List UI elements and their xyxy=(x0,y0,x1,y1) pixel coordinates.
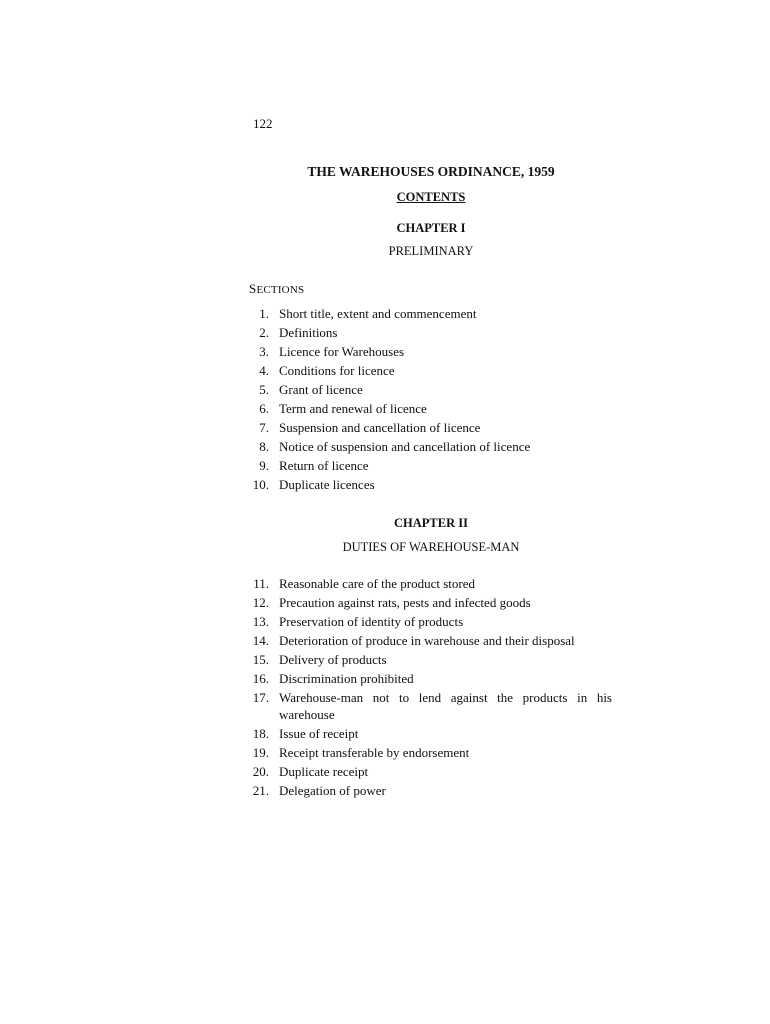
section-list-item xyxy=(246,781,612,800)
section-list-item xyxy=(246,361,612,380)
section-number: 15. xyxy=(252,652,269,667)
section-title: Reasonable care of the product stored xyxy=(279,576,476,591)
section-title: Discrimination prohibited xyxy=(279,671,414,686)
sections-label xyxy=(249,281,304,297)
section-number: 20. xyxy=(252,764,269,779)
section-title: Duplicate receipt xyxy=(279,764,369,779)
section-list-item xyxy=(246,456,612,475)
section-list-item xyxy=(246,574,612,593)
section-title: Delegation of power xyxy=(279,783,386,798)
section-number: 12. xyxy=(252,595,269,610)
section-title: Licence for Warehouses xyxy=(279,344,405,359)
chapter-1-subtitle: PRELIMINARY xyxy=(388,244,474,258)
section-list-item xyxy=(246,762,612,781)
section-number: 14. xyxy=(252,633,269,648)
section-title: Conditions for licence xyxy=(279,363,395,378)
section-title: Receipt transferable by endorsement xyxy=(279,745,470,760)
section-list-item xyxy=(246,304,612,323)
section-list-item xyxy=(246,669,612,688)
section-number: 5. xyxy=(259,382,269,397)
section-number: 1. xyxy=(259,306,269,321)
section-number: 2. xyxy=(259,325,269,340)
section-title: Grant of licence xyxy=(279,382,363,397)
chapter-2-subtitle: DUTIES OF WAREHOUSE-MAN xyxy=(342,540,520,554)
section-list-item xyxy=(246,593,612,612)
section-title: Return of licence xyxy=(279,458,369,473)
section-list-item xyxy=(246,323,612,342)
section-list-item xyxy=(246,724,612,743)
section-title: Term and renewal of licence xyxy=(279,401,427,416)
section-number: 10. xyxy=(252,477,269,492)
section-list-item xyxy=(246,688,612,724)
sections-label-rest: ECTIONS xyxy=(256,284,305,296)
section-number: 6. xyxy=(259,401,269,416)
chapter-1-title: CHAPTER I xyxy=(396,221,466,235)
section-number: 13. xyxy=(252,614,269,629)
section-number: 11. xyxy=(253,576,269,591)
section-list-item xyxy=(246,380,612,399)
section-list-item xyxy=(246,342,612,361)
chapter-2-title: CHAPTER II xyxy=(394,516,468,530)
chapter-1-section-list xyxy=(246,304,612,494)
section-list-item xyxy=(246,437,612,456)
section-title: Deterioration of produce in warehouse and their disposal xyxy=(279,633,575,648)
section-number: 19. xyxy=(252,745,269,760)
section-number: 4. xyxy=(259,363,269,378)
section-number: 8. xyxy=(259,439,269,454)
section-list-item xyxy=(246,612,612,631)
section-title: Delivery of products xyxy=(279,652,387,667)
page-number: 122 xyxy=(253,116,273,131)
section-list-item xyxy=(246,631,612,650)
section-title: Notice of suspension and cancellation of licence xyxy=(279,439,531,454)
chapter-2-section-list xyxy=(246,574,612,800)
section-number: 7. xyxy=(259,420,269,435)
section-list-item xyxy=(246,399,612,418)
sections-label-initial: S xyxy=(249,281,257,296)
contents-heading: CONTENTS xyxy=(396,190,466,204)
section-number: 3. xyxy=(259,344,269,359)
section-title: Warehouse-man not to lend against the products in his warehouse xyxy=(279,690,612,722)
section-number: 18. xyxy=(252,726,269,741)
section-number: 17. xyxy=(252,690,269,705)
section-title: Precaution against rats, pests and infected goods xyxy=(279,595,531,610)
section-number: 21. xyxy=(252,783,269,798)
section-list-item xyxy=(246,743,612,762)
section-title: Issue of receipt xyxy=(279,726,359,741)
document-title: THE WAREHOUSES ORDINANCE, 1959 xyxy=(307,164,555,179)
section-title: Duplicate licences xyxy=(279,477,375,492)
section-number: 16. xyxy=(252,671,269,686)
section-list-item xyxy=(246,418,612,437)
section-list-item xyxy=(246,475,612,494)
section-title: Suspension and cancellation of licence xyxy=(279,420,481,435)
section-list-item xyxy=(246,650,612,669)
section-title: Preservation of identity of products xyxy=(279,614,464,629)
section-number: 9. xyxy=(259,458,269,473)
section-title: Short title, extent and commencement xyxy=(279,306,477,321)
section-title: Definitions xyxy=(279,325,338,340)
